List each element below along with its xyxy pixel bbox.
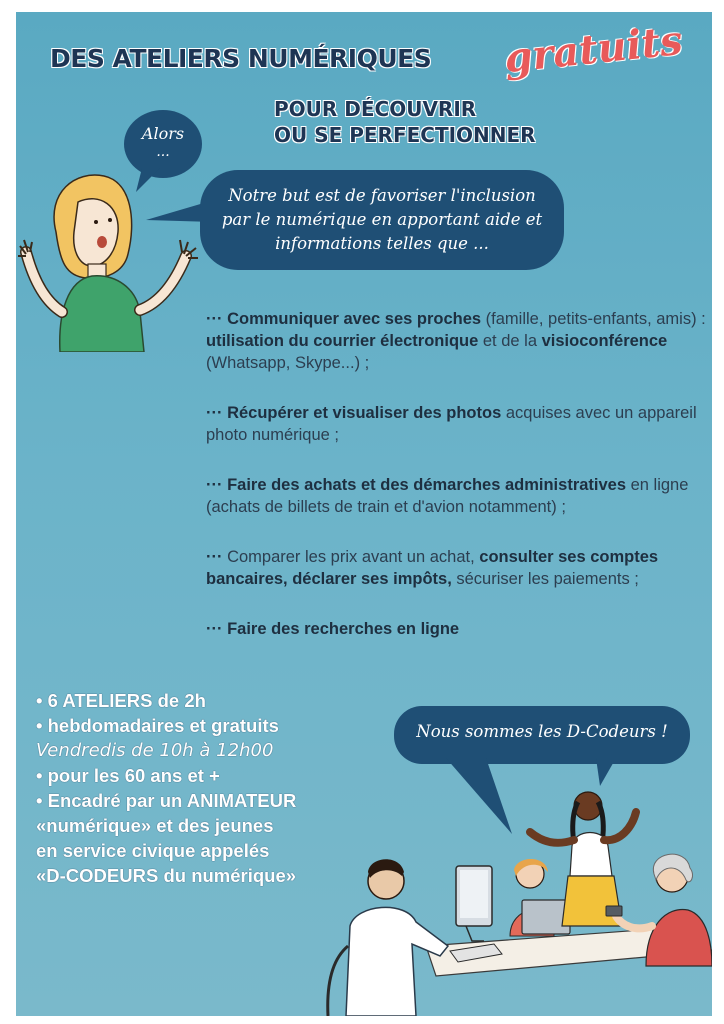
- list-item-text: sécuriser les paiements ;: [451, 570, 639, 588]
- list-item: [206, 402, 706, 446]
- poster: [16, 12, 712, 1016]
- list-item: [206, 546, 706, 590]
- title-accent-gratuits: gratuits: [502, 16, 685, 83]
- list-item-text: acquises avec un appareil photo numérique ;: [206, 404, 697, 444]
- subtitle-line-2: OU SE PERFECTIONNER: [274, 123, 536, 147]
- list-item-text: consulter ses comptes bancaires, déclarer ses impôts,: [206, 548, 659, 588]
- dcodeurs-group-illustration: [316, 776, 712, 1016]
- poster-title: DES ATELIERS NUMÉRIQUES: [50, 44, 432, 73]
- intro-line-1: Notre but est de favoriser l'inclusion: [228, 186, 536, 205]
- list-item-text: Récupérer et visualiser des photos: [227, 404, 502, 422]
- info-line-schedule: Vendredis de 10h à 12h00: [36, 740, 274, 761]
- list-item: [206, 618, 706, 640]
- list-item-text: Comparer les prix avant un achat,: [222, 548, 480, 566]
- poster-subtitle: [274, 96, 536, 148]
- intro-line-2: par le numérique en apportant aide et: [221, 210, 543, 229]
- list-bullet: ···: [206, 404, 223, 422]
- info-line-7: en service civique appelés: [36, 840, 270, 861]
- list-bullet: ···: [206, 620, 223, 638]
- speech-bubble-intro: [200, 170, 564, 270]
- list-item-text: en ligne (achats de billets de train et d'avion notamment) ;: [206, 476, 689, 516]
- info-line-5: • Encadré par un ANIMATEUR: [36, 790, 297, 811]
- bubble-intro-text: [210, 184, 554, 256]
- list-item-text: utilisation du courrier électronique: [206, 332, 479, 350]
- bubble-alors-dots: ...: [156, 144, 170, 160]
- info-line-6: «numérique» et des jeunes: [36, 815, 274, 836]
- list-item-text: Communiquer avec ses proches: [227, 310, 482, 328]
- list-bullet: ···: [206, 476, 223, 494]
- info-line-1: • 6 ATELIERS de 2h: [36, 690, 206, 711]
- info-line-8: «D-CODEURS du numérique»: [36, 865, 297, 886]
- practical-info: [36, 688, 296, 888]
- bubble-dcodeurs-text: Nous sommes les D-Codeurs !: [416, 722, 668, 741]
- info-line-4: • pour les 60 ans et +: [36, 765, 220, 786]
- list-item-text: (Whatsapp, Skype...) ;: [206, 354, 370, 372]
- subtitle-line-1: POUR DÉCOUVRIR: [274, 97, 477, 121]
- info-line-2: • hebdomadaires et gratuits: [36, 715, 279, 736]
- list-item: [206, 308, 706, 374]
- speech-bubble-dcodeurs: [394, 706, 690, 764]
- list-item-text: Faire des recherches en ligne: [227, 620, 460, 638]
- list-bullet: ···: [206, 310, 223, 328]
- activities-list: [206, 308, 706, 668]
- bubble-alors-text: Alors: [141, 124, 185, 143]
- list-item-text: visioconférence: [541, 332, 668, 350]
- list-item-text: Faire des achats et des démarches administratives: [227, 476, 627, 494]
- list-item-text: (famille, petits-enfants, amis) :: [481, 310, 706, 328]
- list-item: [206, 474, 706, 518]
- list-bullet: ···: [206, 548, 223, 566]
- intro-line-3: informations telles que ...: [275, 234, 489, 253]
- woman-illustration: [16, 162, 206, 352]
- list-item-text: et de la: [478, 332, 542, 350]
